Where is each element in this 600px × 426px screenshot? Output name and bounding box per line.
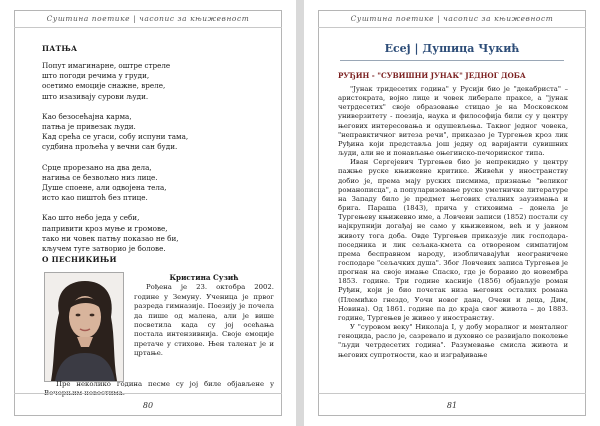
essay-subtitle: РУЂИН - "СУВИШНИ ЈУНАК" ЈЕДНОГ ДОБА [338, 71, 526, 80]
poem-line: Душе споене, али одвојена тела, [42, 183, 167, 193]
title-rule [340, 60, 564, 61]
page-number: 80 [142, 401, 154, 410]
poem-line: Срце прорезано на два дела, [42, 162, 152, 172]
author-bio-continued [44, 380, 274, 399]
poem-line: што изазивају сурови људи. [42, 91, 149, 101]
poem-stanza [42, 61, 272, 102]
footer-rule [14, 393, 282, 394]
poem-line: Као безосећајна карма, [42, 111, 132, 121]
poem-line: тако ни човек патњу показао не би, [42, 233, 179, 243]
page-number: 81 [446, 401, 458, 410]
poem-line: судбина прољећа у вечни сан буди. [42, 142, 178, 152]
author-name: Кристина Сузић [169, 273, 239, 282]
running-header: Суштина поетике | часопис за књижевност [350, 14, 554, 23]
header-rule [14, 27, 282, 28]
footer-rule [318, 393, 586, 394]
poem-line: што погоди речима у груди, [42, 71, 150, 81]
poem-line: Као што небо једа у себи, [42, 213, 140, 223]
poem-line: папривити кроз муње и громове, [42, 223, 168, 233]
essay-title: Есеј | Душица Чукић [384, 42, 520, 55]
poem-line: патња је привезак људи. [42, 122, 136, 132]
author-photo [44, 272, 124, 382]
poem-line: исто као пиштоћ без птице. [42, 193, 148, 203]
right-page [304, 0, 600, 426]
essay-paragraph: Иван Сергејевич Тургењев био је непрекидно у центру пажње руске књижевне критике. Живећи у иностранству добио је, према мају руских писмима, признање "великог романописца", а популаризовање руске уметничке литературе на Западу било је предмет његових сталних заузимања и брига. Параша (1843), прича у стиховима – донела је Тургењеву књижевно име, а Ловчеви записи (1852) постали су најкрупнији догађај не само у књижевном, већ и у јавном животу тога доба. Овде Тургењев приказује лик господара-поседника и лик сељака-кмета са отвореном симпатијом према бесправном народу, изобличавајући неограничене господаре "сељачких душа". Због Ловчевих записа Тургењев је прогнан на своје имање Спаско, где је боравио до новембра 1853. године. Три године касније (1856) објављује роман Руђин, који је био почетак низа његових осталих романа (Племићко гнездо, Уочи новог дана, Очеви и деца, Дим, Новина). Од 1861. године па до краја свог живота – до 1883. године, Тургењев је живео у иностранству. [338, 158, 568, 322]
poem-stanza [42, 213, 272, 254]
essay-paragraph: У "суровом веку" Николаја I, у добу моралног и менталног геноцида, расло је, сазревало и духовно се развијало поколење "људи четрдесетих година". Разумевање смисла живота и његових супротности, као и изграђивање [338, 323, 568, 359]
section-title: О ПЕСНИКИЊИ [42, 255, 117, 264]
author-bio [134, 273, 274, 359]
poem-line: Попут имагинарне, оштре стреле [42, 61, 171, 70]
poem-line: кључем туге затворио је болове. [42, 244, 166, 254]
essay-body [338, 85, 568, 360]
poem-stanza [42, 163, 272, 204]
poem-line: нагиња се безвољно низ лице. [42, 172, 158, 182]
left-page [0, 0, 296, 426]
essay-paragraph: "Јунак тридесетих година" у Русији био је "декабриста" – аристократа, војно лице и човек либерале праксе, а "јунак четрдесетих" своје образовање стицао је на Московском универзитету - поезија, наука и философија били су у центру његових интересовања и одушевљења. Таквог једног човека, "неправктичног витеза речи", приказао је Тургењев кроз лик Руђина који представља још једну од варијанти сувишних људи, али не и понављање оњегинско-печоринског типа. [338, 85, 568, 158]
running-header: Суштина поетике | часопис за књижевност [46, 14, 250, 23]
header-rule [318, 27, 586, 28]
bio-paragraph: Рођена је 23. октобра 2002. године у Земуну. Ученица је првог разреда гимназије. Поезију је почела да пише од малена, али је више посветила када су јој осећања постала интензивнија. Своје емоције претаче у стихове. Њен таленат је и цртање. [134, 283, 274, 358]
poem-title: ПАТЊА [42, 44, 78, 53]
poem-stanza [42, 112, 272, 153]
author-portrait-image [45, 273, 123, 381]
poem-line: Кад срећа се угаси, собу испуни тама, [42, 132, 189, 142]
poem-body [42, 61, 272, 264]
poem-line: осетимо емоције снажне, вреле, [42, 81, 166, 91]
bio-paragraph: Пре неколико година песме су јој биле објављене у Вечерњим новостима. [44, 380, 274, 398]
